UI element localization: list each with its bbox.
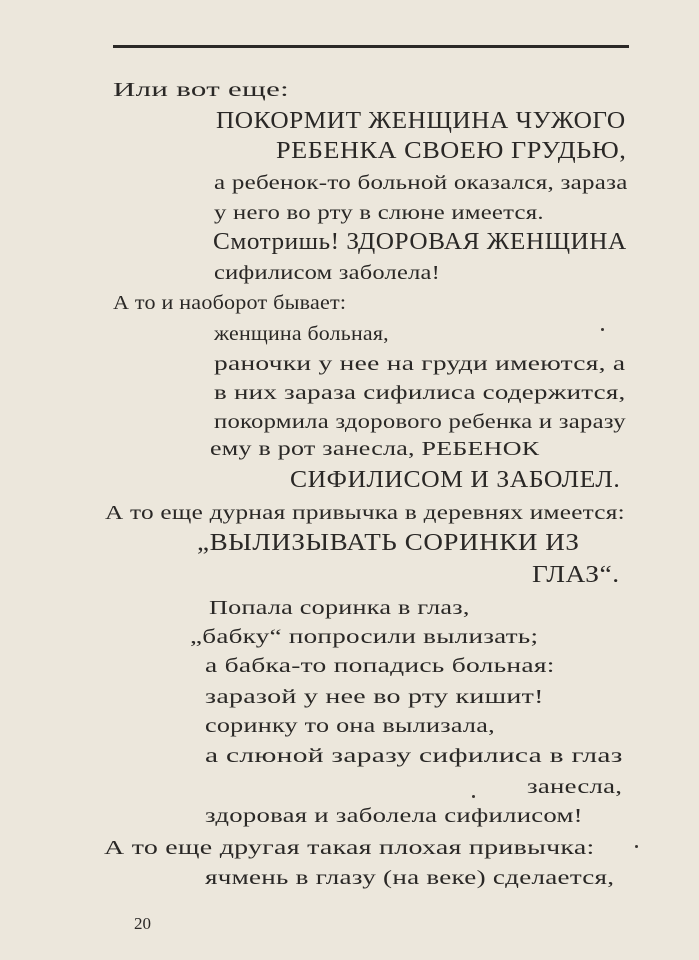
text-line: женщина больная, xyxy=(214,323,389,345)
text-line: покормила здорового ребенка и заразу xyxy=(214,411,626,433)
paper-speck xyxy=(601,328,604,331)
text-line: а бабка-то попадись больная: xyxy=(205,655,555,677)
text-line: А то еще другая такая плохая привычка: xyxy=(104,837,595,859)
text-line: у него во рту в слюне имеется. xyxy=(214,202,544,224)
text-line: А то еще дурная привычка в деревнях имеется: xyxy=(105,502,625,524)
text-line: „бабку“ попросили вылизать; xyxy=(190,626,539,648)
page-number: 20 xyxy=(134,914,151,933)
text-line: Попала соринка в глаз, xyxy=(209,597,470,619)
text-line: в них зараза сифилиса содержится, xyxy=(214,382,626,404)
text-line: ячмень в глазу (на веке) сделается, xyxy=(205,867,615,889)
text-line: соринку то она вылизала, xyxy=(205,715,495,737)
top-rule xyxy=(113,45,629,48)
heading-line: Смотришь! ЗДОРОВАЯ ЖЕНЩИНА xyxy=(213,229,627,255)
text-line: заразой у нее во рту кишит! xyxy=(205,686,544,708)
paper-speck xyxy=(635,845,638,848)
heading-line: „ВЫЛИЗЫВАТЬ СОРИНКИ ИЗ xyxy=(197,530,580,556)
text-line: Или вот еще: xyxy=(113,79,290,101)
heading-line: ГЛАЗ“. xyxy=(532,562,620,588)
heading-line: ПОКОРМИТ ЖЕНЩИНА ЧУЖОГО xyxy=(216,108,626,134)
paper-speck xyxy=(472,795,475,798)
heading-line: РЕБЕНКА СВОЕЮ ГРУДЬЮ, xyxy=(276,138,627,164)
text-line: а слюной заразу сифилиса в глаз xyxy=(205,745,623,767)
heading-line: СИФИЛИСОМ И ЗАБОЛЕЛ. xyxy=(290,467,621,493)
text-line: занесла, xyxy=(527,776,623,798)
text-line: а ребенок-то больной оказался, зараза xyxy=(214,172,628,194)
text-line: раночки у нее на груди имеются, а xyxy=(214,353,626,375)
text-line: здоровая и заболела сифилисом! xyxy=(205,805,583,827)
text-line: сифилисом заболела! xyxy=(214,262,441,284)
text-line: ему в рот занесла, РЕБЕНОК xyxy=(210,438,540,460)
text-line: А то и наоборот бывает: xyxy=(113,292,347,314)
